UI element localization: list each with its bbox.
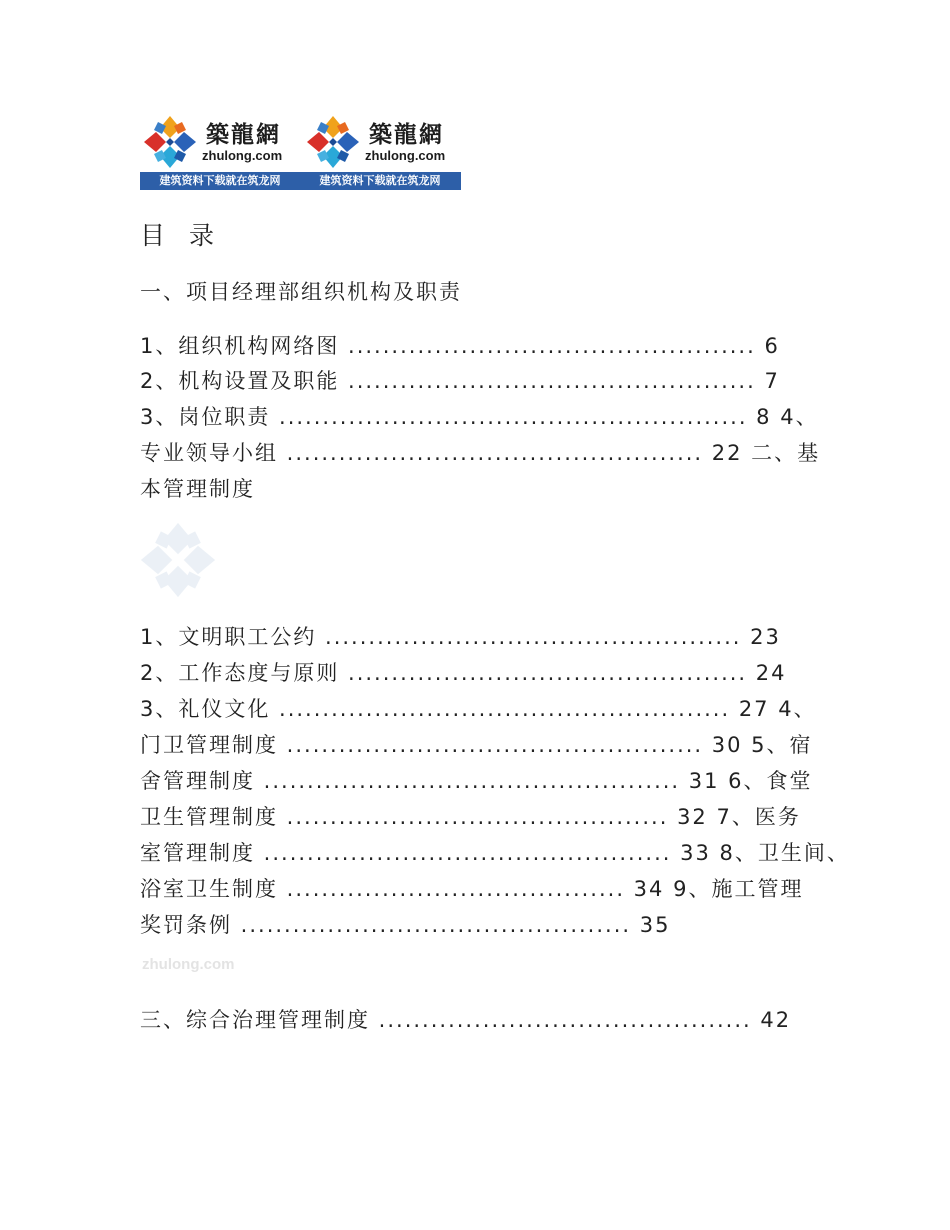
toc-entry: 1、组织机构网络图 ............................................... 6 <box>140 334 780 358</box>
toc-entry: 1、文明职工公约 ................................................ 23 <box>140 625 781 649</box>
toc-title: 目 录 <box>140 221 222 250</box>
toc-entry: 奖罚条例 ............................................. 35 <box>140 913 671 937</box>
logo-chinese-name: 築龍網 <box>369 121 444 148</box>
logo-chinese-name: 築龍網 <box>206 121 281 148</box>
logo-domain: zhulong.com <box>365 148 446 163</box>
banner-slogan: 建筑资料下载就在筑龙网 <box>319 174 441 187</box>
toc-entry: 专业领导小组 ................................................ 22 二、基 <box>140 441 821 465</box>
toc-entry: 3、礼仪文化 .................................................... 27 4、 <box>140 697 817 721</box>
toc-entry: 卫生管理制度 ............................................ 32 7、医务 <box>140 805 801 829</box>
logo-domain: zhulong.com <box>202 148 283 163</box>
pinwheel-logo-icon <box>142 114 198 170</box>
zhulong-banner <box>140 112 461 190</box>
toc-section-heading: 三、综合治理管理制度 ........................................... 42 <box>140 1008 792 1032</box>
logo-unit <box>140 112 300 172</box>
banner-slogan-strip <box>140 172 461 190</box>
toc-entry: 室管理制度 ............................................... 33 8、卫生间、 <box>140 841 850 865</box>
toc-entry: 浴室卫生制度 ....................................... 34 9、施工管理 <box>140 877 804 901</box>
toc-entry: 3、岗位职责 ...................................................... 8 4、 <box>140 405 819 429</box>
pinwheel-logo-icon <box>305 114 361 170</box>
toc-entry: 门卫管理制度 ................................................ 30 5、宿 <box>140 733 813 757</box>
toc-entry: 2、工作态度与原则 .............................................. 24 <box>140 661 787 685</box>
watermark-logo-icon <box>138 520 218 600</box>
toc-entry: 2、机构设置及职能 ............................................... 7 <box>140 369 780 393</box>
toc-entry: 舍管理制度 ................................................ 31 6、食堂 <box>140 769 813 793</box>
toc-section-heading: 一、项目经理部组织机构及职责 <box>140 280 462 304</box>
logo-unit <box>303 112 463 172</box>
banner-slogan: 建筑资料下载就在筑龙网 <box>159 174 281 187</box>
watermark-text: zhulong.com <box>142 956 235 973</box>
toc-entry: 本管理制度 <box>140 477 255 501</box>
